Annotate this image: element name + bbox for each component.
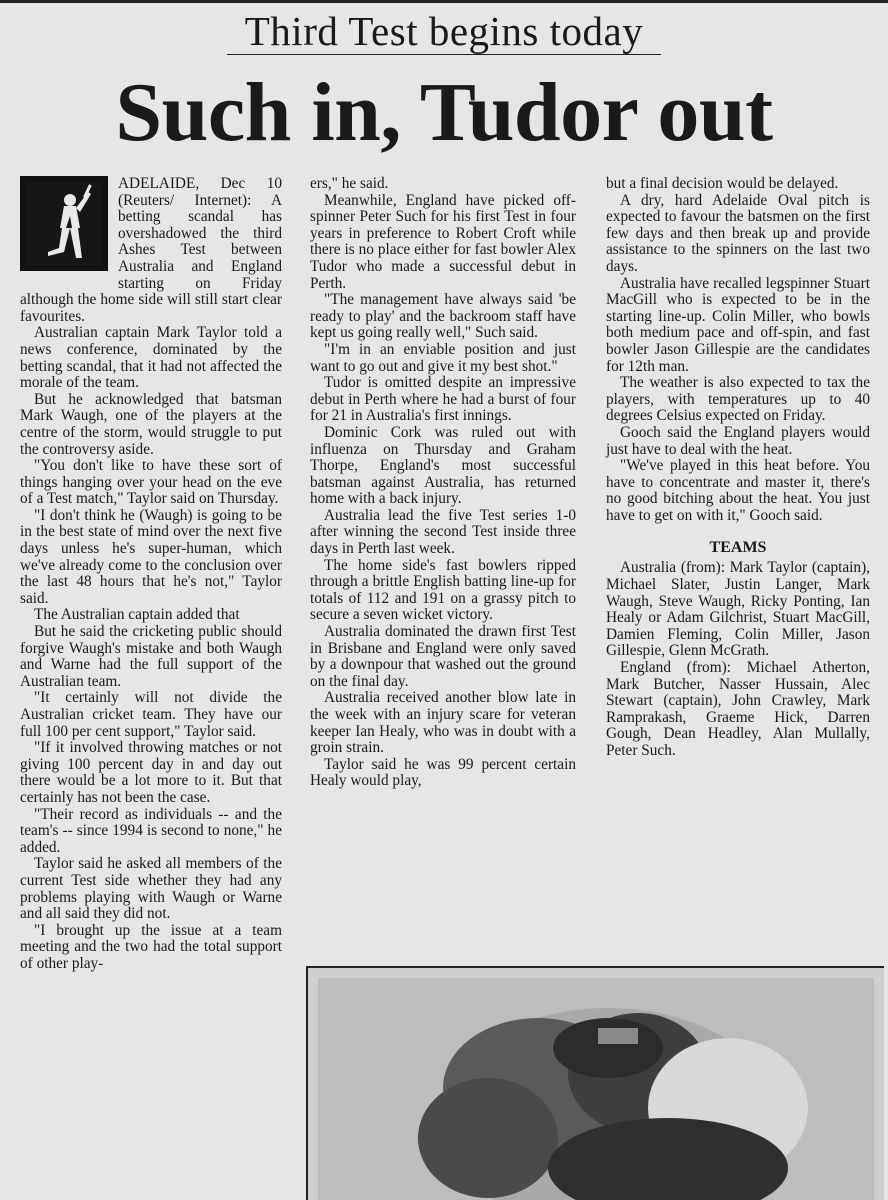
paragraph: "It certainly will not divide the Australian cricket team. They have our full 100 per cent support," Taylor said.: [20, 689, 282, 740]
paragraph: Australian captain Mark Taylor told a news conference, dominated by the betting scandal, that it had not affected the morale of the team.: [20, 324, 282, 392]
paragraph: Taylor said he asked all members of the current Test side whether they had any problems playing with Waugh or Warne and all said they did not.: [20, 855, 282, 923]
article-column-1: [20, 176, 282, 973]
paragraph: Australia received another blow late in the week with an injury scare for veteran keeper Ian Healy, who was in doubt with a groin strain.: [310, 689, 576, 757]
paragraph: But he acknowledged that batsman Mark Waugh, one of the players at the centre of the storm, would struggle to put the controversy aside.: [20, 390, 282, 458]
article-column-3: [606, 176, 870, 760]
paragraph: But he said the cricketing public should forgive Waugh's mistake and both Waugh and Warne had the full support of the Australian team.: [20, 623, 282, 690]
paragraph: "I don't think he (Waugh) is going to be in the best state of mind over the next five days unless he's super-human, which we've already come to the conclusion over the last 48 hours that he's not," Taylor said.: [20, 506, 282, 607]
cricketer-icon: [20, 176, 108, 271]
paragraph: "If it involved throwing matches or not giving 100 percent day in and day out there would be a lot more to it. But that certainly has not been the case.: [20, 739, 282, 806]
paragraph: The Australian captain added that: [34, 606, 240, 624]
teams-list: Australia (from): Mark Taylor (captain), Michael Slater, Justin Langer, Mark Waugh, Steve Waugh, Ricky Ponting, Ian Healy or Adam Gilchrist, Stuart MacGill, Damien Fleming, Colin Miller, Jason Gillespie, Glenn McGrath.: [606, 559, 870, 660]
paragraph: Taylor said he was 99 percent certain Healy would play,: [310, 755, 576, 790]
top-rule: [0, 0, 888, 3]
teams-heading: TEAMS: [709, 539, 767, 557]
paragraph: "Their record as individuals -- and the team's -- since 1994 is second to none," he added.: [20, 805, 282, 856]
paragraph: Meanwhile, England have picked off-spinner Peter Such for his first Test in four years in preference to Robert Croft while there is no place either for fast bowler Alex Tudor who made a successful debut in Perth.: [310, 191, 576, 292]
paragraph: Australia dominated the drawn first Test in Brisbane and England were only saved by a downpour that washed out the ground on the final day.: [310, 623, 576, 690]
news-photo: [306, 966, 884, 1200]
paragraph: "You don't like to have these sort of things hanging over your head on the eve of a Test match," Taylor said on Thursday.: [20, 457, 282, 508]
teams-list: England (from): Michael Atherton, Mark Butcher, Nasser Hussain, Alec Stewart (captain), John Crawley, Mark Ramprakash, Graeme Hick, Darren Gough, Dean Headley, Alan Mullally, Peter Such.: [606, 659, 870, 759]
paragraph: Dominic Cork was ruled out with influenza on Thursday and Graham Thorpe, England's most successful batsman against Australia, has returned home with a back injury.: [310, 423, 576, 508]
paragraph: Australia have recalled legspinner Stuart MacGill who is expected to be in the starting line-up. Colin Miller, who bowls both medium pace and off-spin, and fast bowler Jason Gillespie are the candidates for 12th man.: [606, 274, 870, 375]
kicker: Third Test begins today: [0, 6, 888, 56]
headline: Such in, Tudor out: [115, 66, 773, 159]
paragraph: Tudor is omitted despite an impressive debut in Perth where he had a burst of four for 21 in Australia's first innings.: [310, 374, 576, 425]
paragraph: Australia lead the five Test series 1-0 after winning the second Test inside three days in Perth last week.: [310, 506, 576, 558]
article-column-2: [310, 176, 576, 790]
paragraph: "We've played in this heat before. You have to concentrate and master it, there's no good bitching about the heat. You just have to get on with it," Gooch said.: [606, 457, 870, 524]
paragraph: "I brought up the issue at a team meeting and the two had the total support of other play-: [20, 921, 282, 972]
paragraph: The home side's fast bowlers ripped through a brittle English batting line-up for totals of 112 and 191 on a grassy pitch to secure a seven wicket victory.: [310, 556, 576, 624]
paragraph: ers," he said.: [310, 175, 389, 192]
paragraph: but a final decision would be delayed.: [606, 175, 839, 192]
paragraph: Gooch said the England players would just have to deal with the heat.: [606, 423, 870, 458]
paragraph: The weather is also expected to tax the players, with temperatures up to 40 degrees Celsius expected on Friday.: [606, 374, 870, 425]
paragraph: "The management have always said 'be ready to play' and the backroom staff have kept us going really well," Such said.: [310, 291, 576, 342]
paragraph: A dry, hard Adelaide Oval pitch is expected to favour the batsmen on the first few days and then break up and provide assistance to the spinners on the last two days.: [606, 191, 870, 275]
paragraph: ADELAIDE, Dec 10 (Reuters/ Internet): A betting scandal has overshadowed the third Ashes Test between Australia and England starting on Friday although the home side will still start clear favourites.: [20, 175, 282, 325]
paragraph: "I'm in an enviable position and just want to go out and give it my best shot.": [310, 340, 576, 375]
